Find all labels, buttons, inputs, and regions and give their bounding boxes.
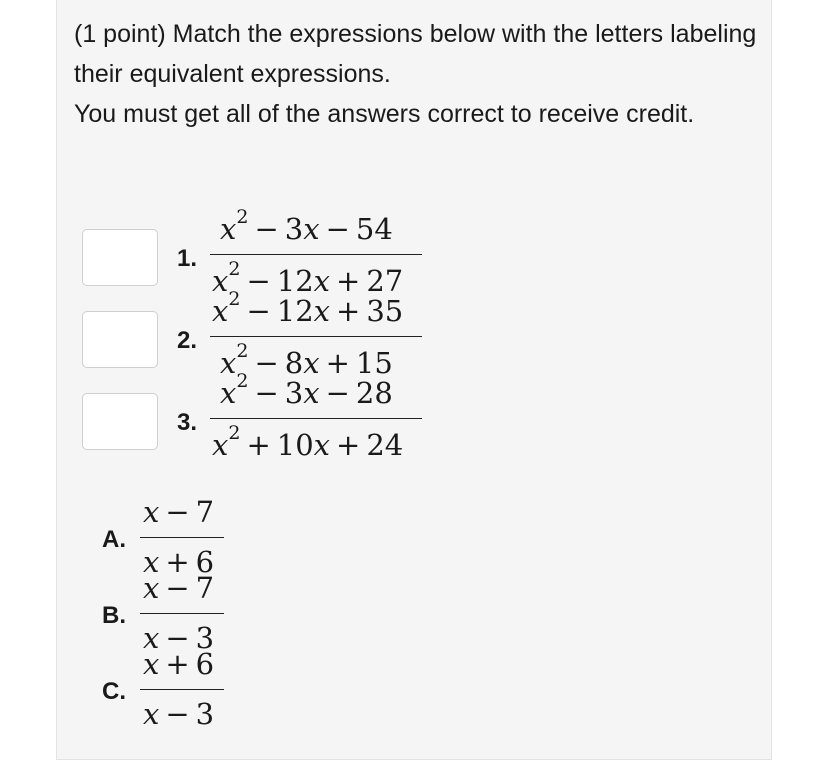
question-label-3: 3. xyxy=(177,409,198,436)
fraction-bar xyxy=(210,254,422,255)
problem-statement xyxy=(74,14,764,134)
fraction-bar xyxy=(140,537,224,538)
instruction-text: (1 point) Match the expressions below with the letters labeling their equivalent expressions. xyxy=(74,20,757,88)
fraction-bar xyxy=(140,689,224,690)
denominator: x − 3 xyxy=(143,697,215,731)
numerator: $x^2 - 3x - 54$ xyxy=(220,206,393,246)
numerator: $x^2 - 12x + 35$ xyxy=(212,288,404,328)
option-label-c: C. xyxy=(102,678,126,705)
fraction-bar xyxy=(210,418,422,419)
denominator: x − 3 xyxy=(143,621,215,655)
numerator: $x^2 - 3x - 28$ xyxy=(220,370,393,410)
numerator: x − 7 xyxy=(143,571,215,605)
fraction-bar xyxy=(210,336,422,337)
answer-input-1[interactable] xyxy=(82,229,158,286)
numerator: x − 7 xyxy=(143,495,215,529)
numerator: x + 6 xyxy=(143,647,215,681)
question-label-1: 1. xyxy=(177,245,198,272)
denominator: $x^2 + 10x + 24$ xyxy=(212,422,404,462)
denominator: $x^2 - 8x + 15$ xyxy=(220,340,393,380)
option-label-a: A. xyxy=(102,526,126,553)
denominator: $x^2 - 12x + 27$ xyxy=(212,258,404,298)
denominator: x + 6 xyxy=(143,545,215,579)
answer-input-3[interactable] xyxy=(82,393,158,450)
credit-note: You must get all of the answers correct to receive credit. xyxy=(74,100,695,128)
fraction-bar xyxy=(140,613,224,614)
answer-input-2[interactable] xyxy=(82,311,158,368)
question-label-2: 2. xyxy=(177,327,198,354)
option-label-b: B. xyxy=(102,602,126,629)
